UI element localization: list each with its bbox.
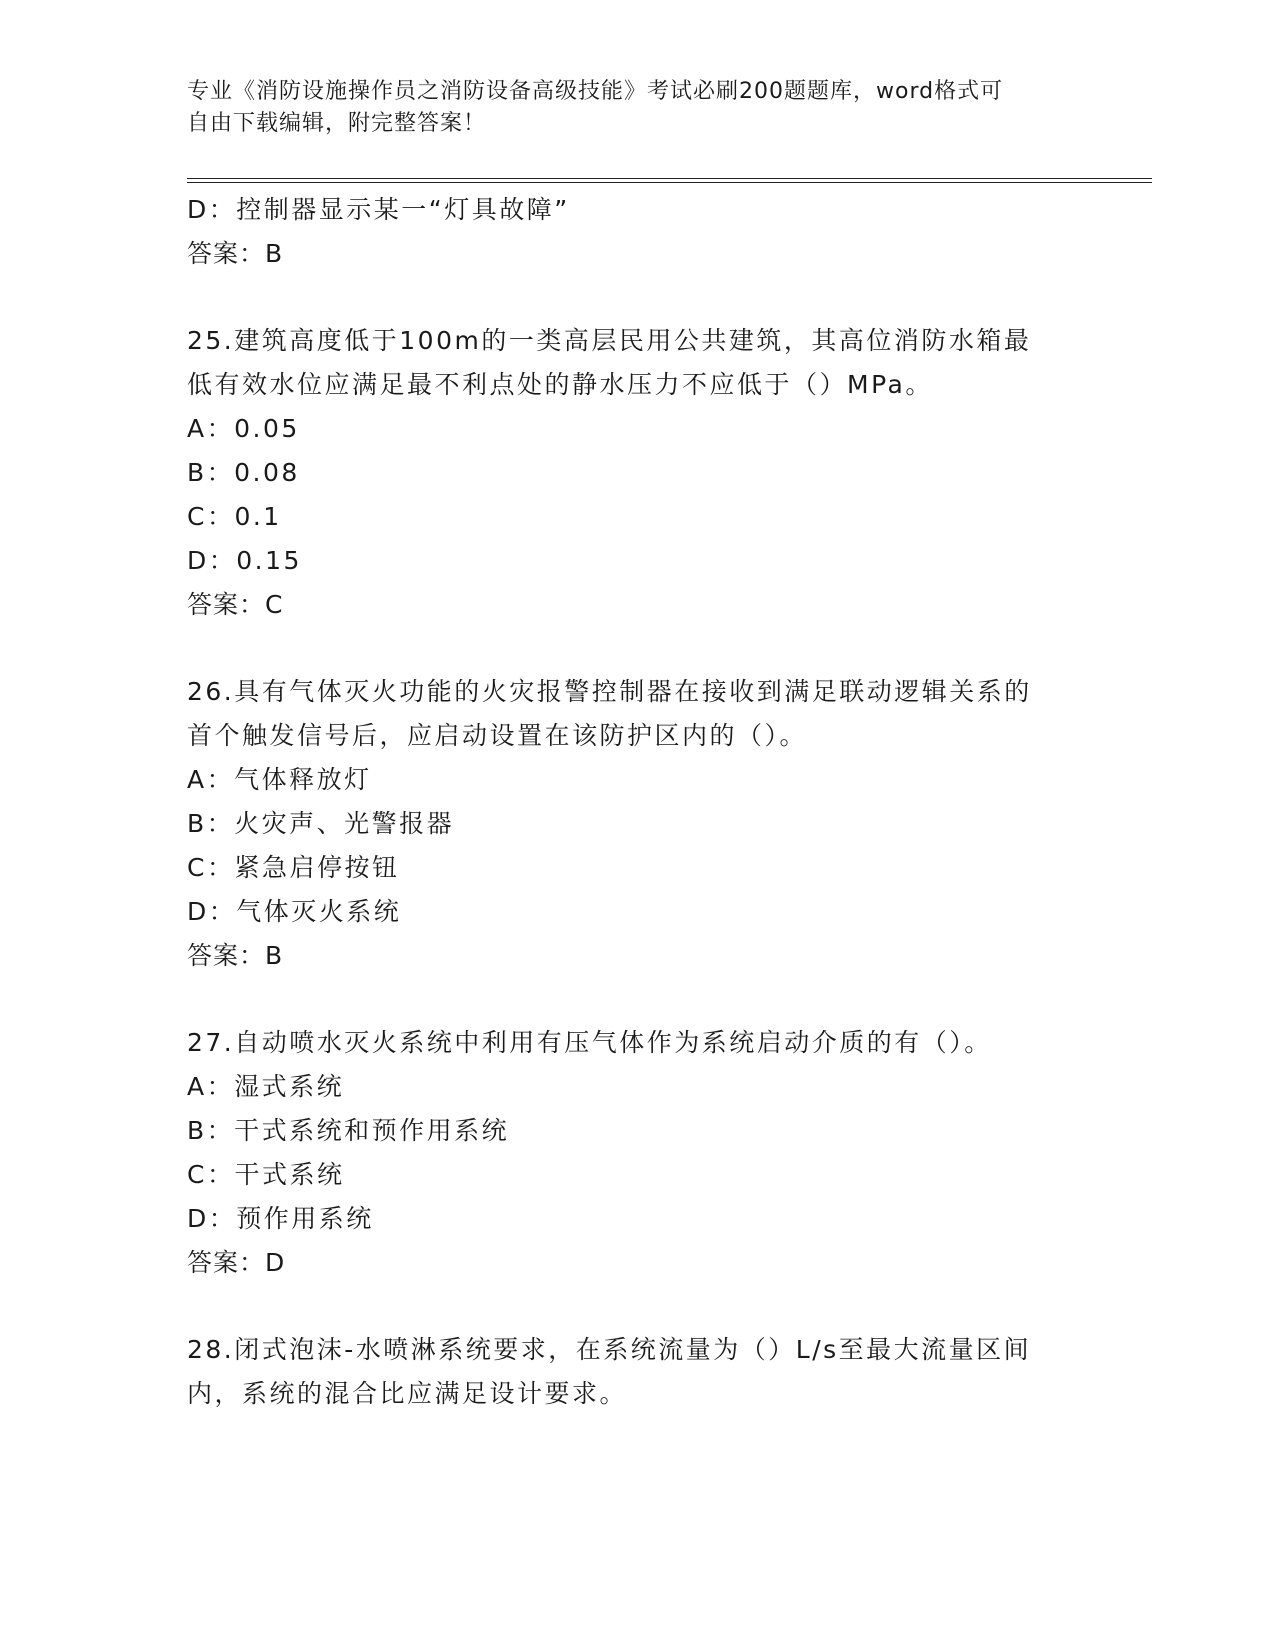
q26-stem-line-1: 26.具有气体灭火功能的火灾报警控制器在接收到满足联动逻辑关系的 bbox=[187, 677, 1032, 706]
prev-option-d: D：控制器显示某一“灯具故障” bbox=[187, 195, 570, 224]
q25-option-b: B：0.08 bbox=[187, 458, 300, 487]
q25-stem-line-1: 25.建筑高度低于100m的一类高层民用公共建筑，其高位消防水箱最 bbox=[187, 326, 1032, 355]
q26-option-a: A：气体释放灯 bbox=[187, 765, 372, 794]
header-divider-top bbox=[187, 178, 1152, 179]
q27-stem-line-1: 27.自动喷水灭火系统中利用有压气体作为系统启动介质的有（）。 bbox=[187, 1028, 992, 1057]
q25-answer: 答案：C bbox=[187, 590, 284, 619]
q25-option-a: A：0.05 bbox=[187, 414, 300, 443]
q25-option-d: D：0.15 bbox=[187, 546, 302, 575]
q27-option-b: B：干式系统和预作用系统 bbox=[187, 1116, 510, 1145]
q27-answer: 答案：D bbox=[187, 1248, 286, 1277]
header-divider-bottom bbox=[187, 182, 1152, 183]
q27-option-a: A：湿式系统 bbox=[187, 1072, 345, 1101]
q28-stem-line-1: 28.闭式泡沫-水喷淋系统要求，在系统流量为（）L/s至最大流量区间 bbox=[187, 1335, 1032, 1364]
q28-stem-line-2: 内，系统的混合比应满足设计要求。 bbox=[187, 1379, 628, 1408]
q26-option-b: B：火灾声、光警报器 bbox=[187, 809, 455, 838]
q26-option-c: C：紧急启停按钮 bbox=[187, 853, 400, 882]
header-line-2: 自由下载编辑，附完整答案！ bbox=[187, 111, 487, 136]
document-header bbox=[187, 76, 1087, 140]
q27-option-d: D：预作用系统 bbox=[187, 1204, 374, 1233]
header-line-1: 专业《消防设施操作员之消防设备高级技能》考试必刷200题题库，word格式可 bbox=[187, 79, 1004, 104]
prev-answer: 答案：B bbox=[187, 239, 284, 268]
q25-option-c: C：0.1 bbox=[187, 502, 282, 531]
q26-stem-line-2: 首个触发信号后，应启动设置在该防护区内的（）。 bbox=[187, 721, 808, 750]
q27-option-c: C：干式系统 bbox=[187, 1160, 345, 1189]
q26-option-d: D：气体灭火系统 bbox=[187, 897, 402, 926]
q25-stem-line-2: 低有效水位应满足最不利点处的静水压力不应低于（）MPa。 bbox=[187, 370, 933, 399]
q26-answer: 答案：B bbox=[187, 941, 284, 970]
